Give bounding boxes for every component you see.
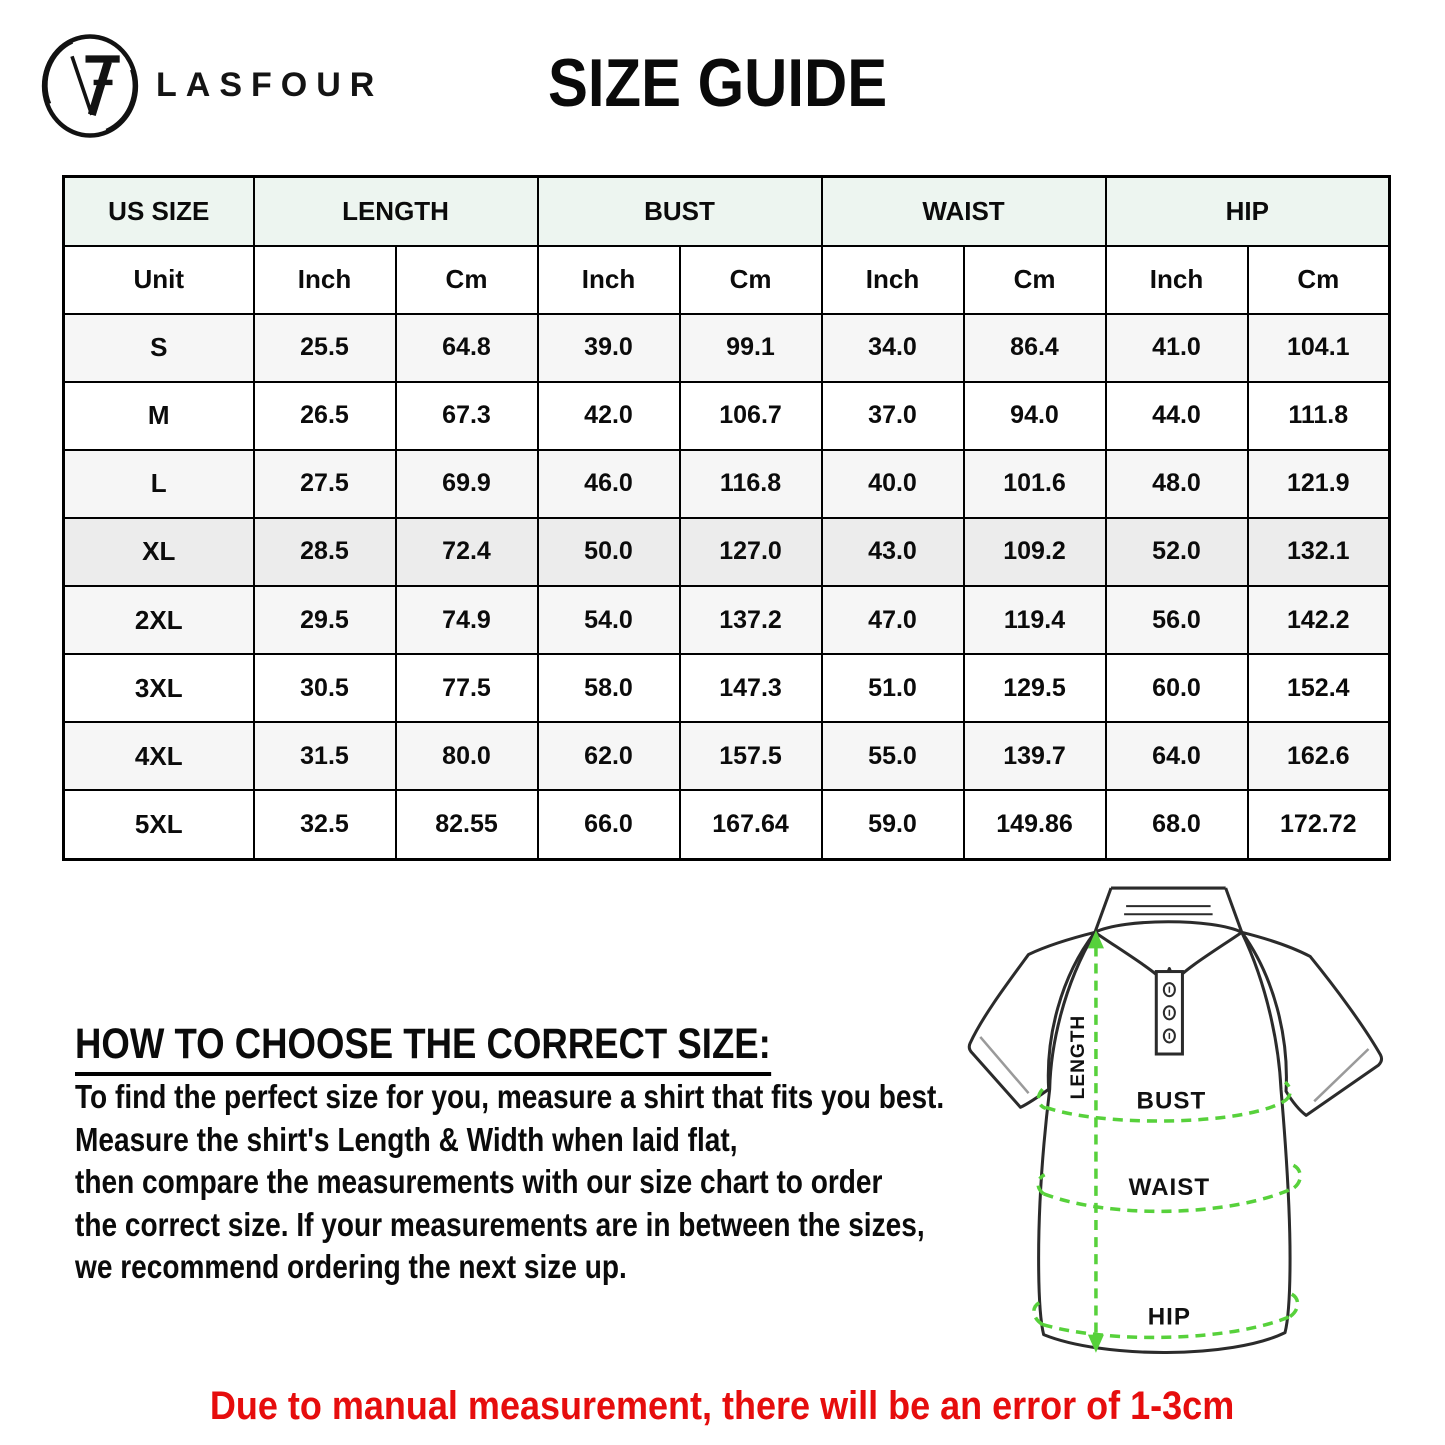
table-header-row xyxy=(64,177,1390,246)
value-cell: 80.0 xyxy=(396,722,538,790)
waist-label: WAIST xyxy=(1128,1173,1211,1201)
value-cell: 152.4 xyxy=(1248,654,1390,722)
table-row xyxy=(64,722,1390,790)
size-cell: M xyxy=(64,382,254,450)
header-us-size: US SIZE xyxy=(64,177,254,246)
howto-line: we recommend ordering the next size up. xyxy=(75,1248,627,1285)
unit-row xyxy=(64,246,1390,314)
value-cell: 106.7 xyxy=(680,382,822,450)
unit-cell: Inch xyxy=(538,246,680,314)
bust-label: BUST xyxy=(1136,1087,1207,1115)
howto-line: To find the perfect size for you, measure a shirt that fits you best. xyxy=(75,1078,945,1115)
value-cell: 72.4 xyxy=(396,518,538,586)
value-cell: 47.0 xyxy=(822,586,964,654)
value-cell: 167.64 xyxy=(680,790,822,859)
unit-cell: Cm xyxy=(680,246,822,314)
value-cell: 58.0 xyxy=(538,654,680,722)
footnote-text: Due to manual measurement, there will be an error of 1-3cm xyxy=(210,1384,1235,1428)
unit-cell: Inch xyxy=(254,246,396,314)
value-cell: 42.0 xyxy=(538,382,680,450)
table-row xyxy=(64,314,1390,382)
value-cell: 162.6 xyxy=(1248,722,1390,790)
value-cell: 43.0 xyxy=(822,518,964,586)
howto-heading-text: HOW TO CHOOSE THE CORRECT SIZE: xyxy=(75,1020,771,1076)
value-cell: 116.8 xyxy=(680,450,822,518)
value-cell: 109.2 xyxy=(964,518,1106,586)
value-cell: 32.5 xyxy=(254,790,396,859)
value-cell: 64.0 xyxy=(1106,722,1248,790)
value-cell: 26.5 xyxy=(254,382,396,450)
value-cell: 41.0 xyxy=(1106,314,1248,382)
value-cell: 147.3 xyxy=(680,654,822,722)
value-cell: 86.4 xyxy=(964,314,1106,382)
value-cell: 74.9 xyxy=(396,586,538,654)
waist-right-hook xyxy=(1292,1165,1300,1188)
value-cell: 48.0 xyxy=(1106,450,1248,518)
howto-heading xyxy=(75,1020,894,1076)
value-cell: 50.0 xyxy=(538,518,680,586)
value-cell: 31.5 xyxy=(254,722,396,790)
value-cell: 39.0 xyxy=(538,314,680,382)
value-cell: 29.5 xyxy=(254,586,396,654)
value-cell: 172.72 xyxy=(1248,790,1390,859)
value-cell: 55.0 xyxy=(822,722,964,790)
value-cell: 94.0 xyxy=(964,382,1106,450)
value-cell: 104.1 xyxy=(1248,314,1390,382)
size-cell: 5XL xyxy=(64,790,254,859)
size-cell: L xyxy=(64,450,254,518)
table-row xyxy=(64,790,1390,859)
size-cell: XL xyxy=(64,518,254,586)
table-row xyxy=(64,382,1390,450)
size-cell: 4XL xyxy=(64,722,254,790)
value-cell: 60.0 xyxy=(1106,654,1248,722)
value-cell: 132.1 xyxy=(1248,518,1390,586)
unit-cell: Inch xyxy=(1106,246,1248,314)
value-cell: 137.2 xyxy=(680,586,822,654)
unit-cell: Inch xyxy=(822,246,964,314)
size-cell: 3XL xyxy=(64,654,254,722)
shirt-buttons xyxy=(1164,983,1175,1042)
hip-label: HIP xyxy=(1147,1303,1191,1331)
size-cell: 2XL xyxy=(64,586,254,654)
unit-cell: Cm xyxy=(964,246,1106,314)
page-title xyxy=(548,44,933,122)
size-cell: S xyxy=(64,314,254,382)
footnote xyxy=(0,1384,1445,1429)
lasfour-logo-icon xyxy=(36,28,144,144)
table-row xyxy=(64,450,1390,518)
header-length: LENGTH xyxy=(254,177,538,246)
value-cell: 82.55 xyxy=(396,790,538,859)
value-cell: 101.6 xyxy=(964,450,1106,518)
value-cell: 25.5 xyxy=(254,314,396,382)
value-cell: 51.0 xyxy=(822,654,964,722)
value-cell: 121.9 xyxy=(1248,450,1390,518)
value-cell: 149.86 xyxy=(964,790,1106,859)
value-cell: 52.0 xyxy=(1106,518,1248,586)
table-row xyxy=(64,586,1390,654)
value-cell: 59.0 xyxy=(822,790,964,859)
value-cell: 64.8 xyxy=(396,314,538,382)
header-waist: WAIST xyxy=(822,177,1106,246)
page-title-text: SIZE GUIDE xyxy=(548,45,888,121)
unit-cell: Cm xyxy=(1248,246,1390,314)
size-table xyxy=(62,175,1391,861)
howto-line: Measure the shirt's Length & Width when laid flat, xyxy=(75,1120,738,1158)
value-cell: 127.0 xyxy=(680,518,822,586)
header-hip: HIP xyxy=(1106,177,1390,246)
value-cell: 27.5 xyxy=(254,450,396,518)
table-row xyxy=(64,518,1390,586)
hip-right-hook xyxy=(1290,1293,1298,1316)
value-cell: 37.0 xyxy=(822,382,964,450)
brand-name: LASFOUR xyxy=(156,66,384,104)
table-row xyxy=(64,654,1390,722)
value-cell: 46.0 xyxy=(538,450,680,518)
value-cell: 40.0 xyxy=(822,450,964,518)
value-cell: 139.7 xyxy=(964,722,1106,790)
value-cell: 69.9 xyxy=(396,450,538,518)
value-cell: 142.2 xyxy=(1248,586,1390,654)
value-cell: 111.8 xyxy=(1248,382,1390,450)
length-label: LENGTH xyxy=(1067,1014,1089,1100)
value-cell: 77.5 xyxy=(396,654,538,722)
shirt-measurement-diagram xyxy=(942,876,1445,1401)
size-table-grid xyxy=(62,175,1391,861)
unit-cell: Unit xyxy=(64,246,254,314)
value-cell: 44.0 xyxy=(1106,382,1248,450)
value-cell: 56.0 xyxy=(1106,586,1248,654)
value-cell: 119.4 xyxy=(964,586,1106,654)
howto-line: then compare the measurements with our size chart to order xyxy=(75,1163,883,1200)
value-cell: 66.0 xyxy=(538,790,680,859)
value-cell: 30.5 xyxy=(254,654,396,722)
value-cell: 54.0 xyxy=(538,586,680,654)
value-cell: 68.0 xyxy=(1106,790,1248,859)
value-cell: 129.5 xyxy=(964,654,1106,722)
header-bust: BUST xyxy=(538,177,822,246)
value-cell: 67.3 xyxy=(396,382,538,450)
value-cell: 157.5 xyxy=(680,722,822,790)
howto-line: the correct size. If your measurements are in between the sizes, xyxy=(75,1205,925,1243)
unit-cell: Cm xyxy=(396,246,538,314)
value-cell: 34.0 xyxy=(822,314,964,382)
value-cell: 28.5 xyxy=(254,518,396,586)
value-cell: 62.0 xyxy=(538,722,680,790)
value-cell: 99.1 xyxy=(680,314,822,382)
